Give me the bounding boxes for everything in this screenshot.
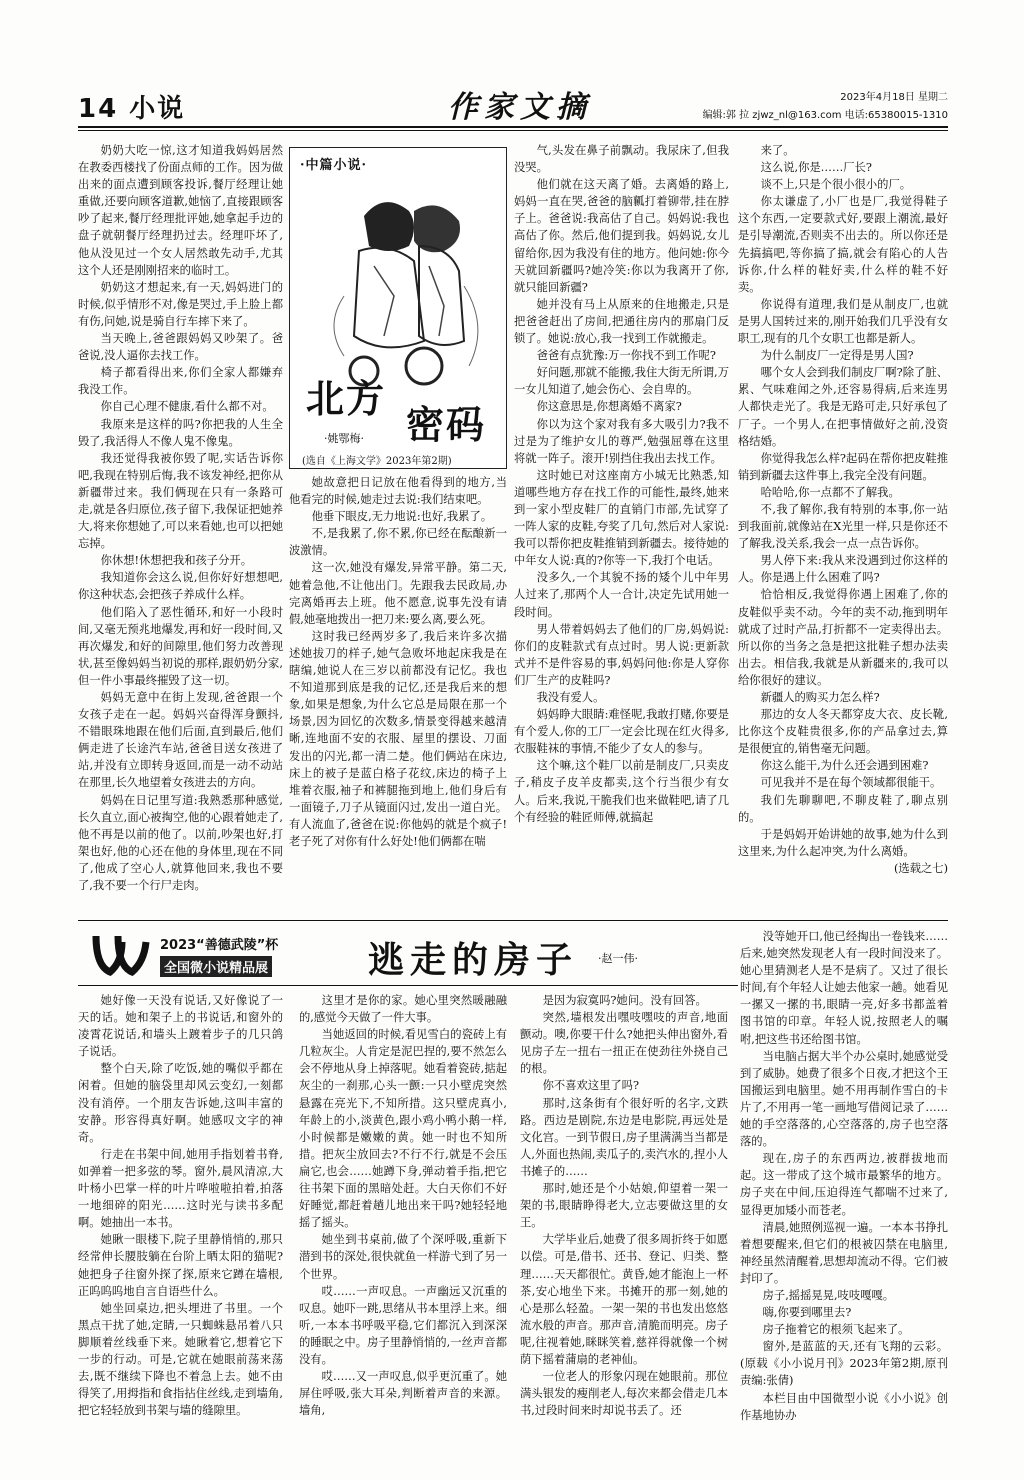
paragraph: 他垂下眼皮,无力地说:也好,我累了。 (311, 510, 493, 524)
micro-col1-body (78, 992, 283, 1419)
paragraph: 现在,房子的东西两边,被群拔地而起。这一带成了这个城市最繁华的地方。房子夹在中间,压迫得连气都喘不过来了,显得更加矮小而苍老。 (740, 1152, 948, 1217)
feature-column-4 (738, 142, 948, 912)
masthead: 作家文摘 (448, 90, 592, 125)
paragraph: 不,是我累了,你不累,你已经在酝酿新一波激情。 (289, 527, 507, 558)
paragraph: 她并没有马上从原来的住地搬走,只是把爸爸赶出了房间,把通往房内的那扇门反锁了。她说:放心,我一找到工作就搬走。 (514, 297, 729, 346)
paragraph: 妈妈无意中在街上发现,爸爸跟一个女孩子走在一起。妈妈兴奋得浑身颤抖,不错眼珠地跟在他们后面,直到最后,他们俩走进了长途汽车站,爸爸目送女孩进了站,并没有立即转身返回,而是一动不动站在那里,长久地望着女孩进去的方向。 (78, 691, 283, 790)
paragraph: 当天晚上,爸爸跟妈妈又吵架了。爸爸说,没人逼你去找工作。 (78, 332, 283, 363)
paragraph: 他们陷入了恶性循环,和好一小段时间,又毫无预兆地爆发,再和好一段时间,又再次爆发,和好的间隙里,他们努力改善现状,甚至像妈妈当初说的那样,跟奶奶分家,但一件小事最终摧毁了这一切。 (78, 605, 283, 687)
micro-col3-body (520, 992, 728, 1419)
paragraph: 她坐到书桌前,做了个深呼吸,重新下潜到书的深处,很快就鱼一样游弋到了另一个世界。 (299, 1233, 507, 1281)
paragraph: 这里才是你的家。她心里突然暖融融的,感觉今天做了一件大事。 (299, 994, 507, 1025)
paragraph: 奶奶这才想起来,有一天,妈妈进门的时候,似乎情形不对,像是哭过,手上脸上都有伤,问她,说是骑自行车摔下来了。 (78, 280, 283, 328)
contest-logo-icon (92, 930, 152, 978)
feature-label: ·中篇小说· (300, 158, 368, 173)
paragraph: 你觉得我怎么样?起码在帮你把皮鞋推销到新疆去这件事上,我完全没有问题。 (738, 451, 948, 482)
feature-column-3 (514, 142, 729, 912)
paragraph: 气,头发在鼻子前飘动。我尿床了,但我没哭。 (514, 144, 729, 175)
paragraph: 这一次,她没有爆发,异常平静。第二天,她着急他,不让他出门。先跟我去民政局,办完离婚再去上班。他不愿意,说事先没有请假,她毫地拨出一把刀来:要么离,要么死。 (289, 561, 507, 626)
paragraph: 好问题,那就不能搬,我住大街无所谓,万一女儿知道了,她会伤心、会自卑的。 (514, 366, 729, 397)
micro-col4-body (740, 928, 948, 1424)
feature-col4-body (738, 142, 948, 860)
header-rule (78, 126, 948, 128)
paragraph: 哎……一声叹息。一声幽远又沉重的叹息。她吓一跳,思绪从书本里浮上来。细听,一本本书呼吸平稳,它们都沉入到深深的睡眠之中。房子里静悄悄的,一丝声音都没有。 (299, 1284, 507, 1366)
paragraph: 我知道你会这么说,但你好好想想吧,你这种状态,会把孩子养成什么样。 (78, 571, 283, 602)
paragraph: 他们就在这天离了婚。去离婚的路上,妈妈一直在哭,爸爸的脑瓤打着铆带,挂在脖子上。爸爸说:我高估了自己。妈妈说:我也高估了你。然后,他们提到我。妈妈说,女儿留给你,因为我没有住的地方。他问她:你今天就回新疆吗?她冷笑:你以为我离开了你,就只能回新疆? (514, 178, 729, 294)
paragraph: 于是妈妈开始讲她的故事,她为什么到这里来,为什么起冲突,为什么离婚。 (738, 827, 948, 858)
paragraph: 哎……又一声叹息,似乎更沉重了。她屏住呼吸,张大耳朵,判断着声音的来源。墙角, (299, 1370, 507, 1418)
paragraph: 这时我已经两岁多了,我后来许多次描述她拔刀的样子,她气急败坏地起床我是在瞎编,她说人在三岁以前都没有记忆。我也不知道那到底是我的记忆,还是我后来的想象,如果是想象,为什么它总是局限在那一个场景,因为回忆的次数多,情景变得越来越清晰,连地面不安的衣服、屋里的摆设、刀面发出的闪光,都一清二楚。他们俩站在床边,床上的被子是蓝白格子花纹,床边的椅子上堆着衣服,袖子和裤腿拖到地上,他们身后有一面镜子,刀子从镜面闪过,发出一道白光。有人流血了,爸爸在说:你他妈的就是个疯子!老子死了对你有什么好处!他们俩都在喘 (289, 629, 507, 848)
issue-date: 2023年4月18日 星期二 (840, 92, 948, 103)
story-title: 逃走的房子 (368, 940, 579, 981)
paragraph: 哪个女人会到我们制皮厂啊?除了脏、累、气味难闻之外,还容易得病,后来连男人都快走光了。我是无路可走,只好承包了厂子。一个男人,在把事情做好之前,没资格结婚。 (738, 366, 948, 448)
paragraph: 你这意思是,你想离婚不离家? (536, 400, 682, 414)
feature-col2-body (289, 474, 507, 850)
feature-title-part1: 北方 (306, 377, 387, 421)
paragraph: 你以为这个家对我有多大吸引力?我不过是为了维护女儿的尊严,勉强屈尊在这里将就一阵子。滚开!别挡住我出去找工作。 (514, 417, 729, 465)
paragraph: 那边的女人冬天都穿皮大衣、皮长靴,比你这个皮鞋贵很多,你的产品拿过去,算是很便宜的,销售毫无问题。 (738, 708, 948, 756)
page-header (78, 78, 948, 128)
paragraph: 男人停下来:我从来没遇到过你这样的人。你是遇上什么困难了吗? (738, 554, 948, 585)
paragraph: 清晨,她照例巡视一遍。一本本书挣扎着想要醒来,但它们的根被囚禁在电脑里,神经虽然清醒着,思想却流动不得。它们被封印了。 (740, 1220, 948, 1285)
contest-name: 2023“善德武陵”杯 (160, 938, 279, 953)
paragraph: 她瞅一眼楼下,院子里静悄悄的,那只经常伸长腰肢躺在台阶上晒太阳的猫呢?她把身子往窗外探了探,原来它蹲在墙根,正呜呜呜地自言自语些什么。 (78, 1233, 283, 1298)
paragraph: 突然,墙根发出嘿吱嘿吱的声音,地面颤动。噢,你要干什么?她把头伸出窗外,看见房子左一扭右一扭正在使劲往外挠自己的根。 (520, 1011, 728, 1076)
paragraph: 我们先聊聊吧,不聊皮鞋了,聊点别的。 (738, 793, 948, 824)
paragraph: 恰恰相反,我觉得你遇上困难了,你的皮鞋似乎卖不动。今年的卖不动,拖到明年就成了过时产品,打折都不一定卖得出去。所以你的当务之急是把这批鞋子想办法卖出去。相信我,我就是从新疆来的,我可以给你很好的建议。 (738, 588, 948, 687)
paragraph: 你这么能干,为什么还会遇到困难? (760, 759, 929, 773)
editor-line: 编辑:郭 拉 zjwz_nl@163.com 电话:65380015-1310 (702, 110, 948, 121)
paragraph: 那时,这条街有个很好听的名字,文跌路。西边是剧院,东边是电影院,再远处是文化宫。一到节假日,房子里满满当当都是人,外面也热闹,卖瓜子的,卖汽水的,捏小人书摊子的…… (520, 1096, 728, 1178)
feature-column-1 (78, 142, 283, 912)
paragraph: 当电脑占据大半个办公桌时,她感觉受到了威胁。她费了很多个日夜,才把这个王国搬运到电脑里。她不用再制作雪白的卡片了,不用再一笔一画地写借阅记录了……她的手空落落的,心空落落的,房子也空落落的。 (740, 1049, 948, 1149)
paragraph: 这个嘛,这个鞋厂以前是制皮厂,只卖皮子,稍皮子皮羊皮都卖,这个行当很少有女人。后来,我说,干脆我们也来做鞋吧,请了几个有经验的鞋匠师傅,就搞起 (514, 759, 729, 824)
illustration-couple-icon (304, 176, 494, 396)
section-divider (78, 920, 948, 921)
paragraph: 她好像一天没有说话,又好像说了一天的话。她和架子上的书说话,和窗外的凌霄花说话,和墙头上踱着步子的几只鸽子说话。 (78, 994, 283, 1059)
title-rule (78, 985, 738, 986)
paragraph: 我没有爱人。 (536, 691, 605, 704)
micro-column-3 (520, 992, 728, 1418)
page-number: 14 小说 (78, 94, 186, 124)
paragraph: 没多久,一个其貌不扬的矮个儿中年男人过来了,那两个人一合计,决定先试用她一段时间。 (514, 571, 729, 619)
paragraph: 一位老人的形象闪现在她眼前。那位满头银发的瘦削老人,每次来都会借走几本书,过段时间来时却说书丢了。还 (520, 1370, 728, 1418)
micro-column-2 (299, 992, 507, 1418)
paragraph: 她故意把日记放在他看得到的地方,当他看完的时候,她走过去说:我们结束吧。 (289, 476, 507, 507)
contest-subtitle: 全国微小说精品展 (160, 956, 272, 977)
paragraph: 这么说,你是……厂长? (760, 161, 872, 175)
paragraph: 来了。 (760, 144, 795, 157)
paragraph: 嗨,你要到哪里去? (762, 1306, 852, 1320)
paragraph: 你休想!休想把我和孩子分开。 (100, 554, 252, 568)
paragraph: 我原来是这样的吗?你把我的人生全毁了,我活得人不像人鬼不像鬼。 (78, 417, 283, 448)
paragraph: 你说得有道理,我们是从制皮厂,也就是男人国转过来的,刚开始我们几乎没有女职工,现有的几个女职工也都是新人。 (738, 297, 948, 346)
paragraph: 你自己心理不健康,看什么都不对。 (100, 400, 274, 414)
micro-column-4 (740, 928, 948, 1422)
feature-column-2 (289, 474, 507, 912)
paragraph: 为什么制皮厂一定得是男人国? (760, 349, 914, 363)
paragraph: 那时,她还是个小姑娘,仰望着一架一架的书,眼睛睁得老大,立志要做这里的女王。 (520, 1182, 728, 1230)
paragraph: 新疆人的购买力怎么样? (760, 691, 880, 704)
paragraph: 当她返回的时候,看见雪白的瓷砖上有几粒灰尘。人肯定是泥巴捏的,要不然怎么会不停地从身上掉落呢。她看着瓷砖,掂起灰尘的一刹那,心头一颤:一只小壁虎突然悬露在亮光下,不知所措。这只壁虎真小,年龄上的小,淡黄色,跟小鸡小鸭小鹅一样,小时候都是嫩嫩的黄。她一时也不知所措。把灰尘放回去?不行不行,就是不会压扁它,也会……她蹲下身,弹动着手指,把它往书架下面的黑暗处赶。大白天你们不好好睡觉,都赶着趟儿地出来干吗?她轻轻地摇了摇头。 (299, 1028, 507, 1230)
paragraph: 哈哈哈,你一点都不了解我。 (760, 485, 900, 499)
paragraph: 不,我了解你,我有特别的本事,你一站到我面前,就像站在X光里一样,只是你还不了解我,没关系,我会一点一点告诉你。 (738, 502, 948, 551)
paragraph: 你太谦虚了,小厂也是厂,我觉得鞋子这个东西,一定要款式好,要跟上潮流,最好是引导潮流,否则卖不出去的。所以你还是先搞搞吧,等你搞了搞,就会有陷心的人告诉你,什么样的鞋好卖,什么样的鞋不好卖。 (738, 195, 948, 294)
paragraph: 行走在书架中间,她用手指划着书脊,如弹着一把多弦的琴。窗外,晨风清凉,大叶杨小巴掌一样的叶片哗啦啦拍着,拍落一地细碎的阳光……这时光与读书多配啊。她抽出一本书。 (78, 1147, 283, 1230)
paragraph: 这时她已对这座南方小城无比熟悉,知道哪些地方存在找工作的可能性,最终,她来到一家小型皮鞋厂的直销门市部,先试穿了一阵人家的皮鞋,夸奖了几句,然后对人家说:我可以帮你把皮鞋推销到新疆去。接待她的中年女人说:真的?你等一下,我打个电话。 (514, 468, 729, 568)
paragraph: 大学毕业后,她费了很多周折终于如愿以偿。可是,借书、还书、登记、归类、整理……天天都很忙。黄昏,她才能泡上一杯茶,安心地坐下来。书摊开的那一刻,她的心是那么轻盈。一架一架的书也发出悠悠流水般的声音。那声音,清脆而明亮。房子呢,往视着她,眯眯笑着,慈祥得就像一个树荫下摇着蒲扇的老神仙。 (520, 1233, 728, 1366)
paragraph: 是因为寂寞吗?她问。没有回答。 (542, 994, 707, 1007)
header-rule-thin (78, 130, 948, 131)
paragraph: 可见我并不是在每个领域都很能干。 (760, 776, 942, 790)
story-author: ·赵一伟· (598, 952, 638, 965)
paragraph: 她坐回桌边,把头埋进了书里。一个黑点干扰了她,定睛,一只蜘蛛悬吊着八只脚顺着丝线垂下来。她瞅着它,想着它下一步的行动。可是,它就在她眼前荡来荡去,既不继续下降也不着急上去。她不由得笑了,用拇指和食指拈住丝线,走到墙角,把它轻轻放到书架与墙的缝隙里。 (78, 1301, 283, 1418)
feature-author: ·姚鄂梅· (324, 432, 364, 445)
feature-title-part2: 密码 (406, 403, 487, 447)
paragraph: 整个白天,除了吃饭,她的嘴似乎都在闲着。但她的脑袋里却风云变幻,一刻都没有消停。一个朋友告诉她,这叫丰富的安静。形容得真好啊。她感叹文字的神奇。 (78, 1062, 283, 1144)
continued-note: (选载之七) (893, 861, 948, 875)
paragraph: 没等她开口,他已经掏出一卷钱来……后来,她突然发现老人有一段时间没来了。她心里猜测老人是不是病了。又过了很长时间,有个年轻人让她去他家一趟。她看见一摞又一摞的书,眼睛一亮,好多书都盖着图书馆的印章。年轻人说,按照老人的嘱咐,把这些书还给图书馆。 (740, 930, 948, 1046)
feature-col3-body (514, 142, 729, 826)
paragraph: 男人带着妈妈去了他们的厂房,妈妈说:你们的皮鞋款式有点过时。男人说:更新款式并不是件容易的事,妈妈问他:你是人穿你们厂生产的皮鞋吗? (514, 622, 729, 687)
feature-col1-body (78, 142, 283, 894)
paragraph: 窗外,是蓝蓝的天,还有飞翔的云彩。(原载《小小说月刊》2023年第2期,原刊责编:张倩) (740, 1340, 948, 1388)
paragraph: 奶奶大吃一惊,这才知道我妈妈居然在教委西楼找了份面点师的工作。因为做出来的面点遭到顾客投诉,餐厅经理让她重做,还要向顾客道歉,她恼了,直接跟顾客吵了起来,餐厅经理批评她,她拿起手边的盘子就朝餐厅经理扔过去。经理吓坏了,他从没见过一个女人居然敢先动手,尤其这个人还是刚刚招来的临时工。 (78, 144, 283, 277)
feature-source: (选自《上海文学》2023年第2期) (302, 456, 452, 467)
paragraph: 椅子都看得出来,你们全家人都嫌弃我没工作。 (78, 366, 283, 397)
paragraph: 妈妈睁大眼睛:难怪呢,我敢打赌,你要是有个爱人,你的工厂一定会比现在红火得多,衣服鞋袜的事情,不能少了女人的参与。 (514, 708, 729, 756)
paragraph: 我还觉得我被你毁了呢,实话告诉你吧,我现在特别后悔,我不该发神经,把你从新疆带过来。我们俩现在只有一条路可走,就是各归原位,孩子留下,我保证把她养大,将来你想她了,可以来看她,也可以把她忘掉。 (78, 451, 283, 551)
paragraph: 你不喜欢这里了吗? (542, 1079, 640, 1093)
paragraph: 房子,摇摇晃晃,吱吱嘎嘎。 (762, 1288, 895, 1302)
paragraph: 房子拖着它的根须飞起来了。 (762, 1323, 910, 1337)
paragraph: 谈不上,只是个很小很小的厂。 (760, 178, 912, 192)
paragraph: 本栏目由中国微型小说《小小说》创作基地协办 (740, 1391, 948, 1422)
feature-title-box (289, 147, 507, 469)
paragraph: 爸爸有点犹豫:万一你找不到工作呢? (536, 349, 716, 363)
micro-col2-body (299, 992, 507, 1419)
micro-column-1 (78, 992, 283, 1418)
paragraph: 妈妈在日记里写道:我熟悉那种感觉,长久直立,面心被掏空,他的心跟着她走了,他不再是以前的他了。以前,吵架也好,打架也好,他的心还在他的身体里,现在不同了,他成了空心人,就算他回来,我也不要了,我不要一个行尸走肉。 (78, 793, 283, 893)
